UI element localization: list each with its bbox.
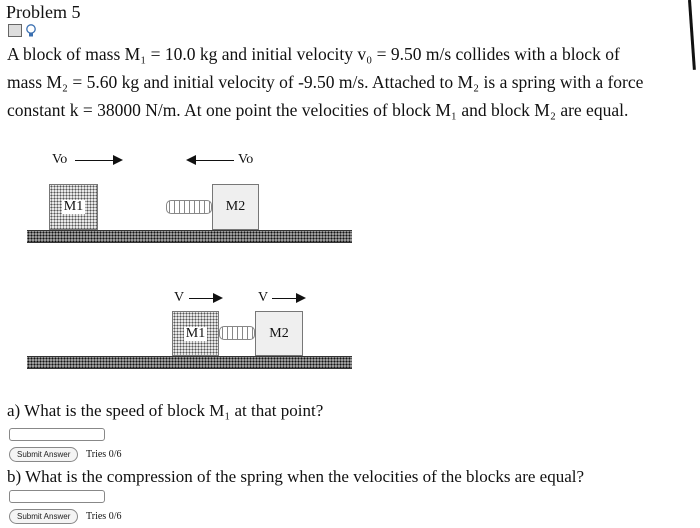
spring: [166, 200, 212, 214]
problem-statement: [7, 40, 697, 124]
block-m2: [255, 311, 303, 356]
answer-input-a[interactable]: [9, 428, 105, 441]
velocity-arrow-left: [196, 160, 234, 161]
answer-input-b[interactable]: [9, 490, 105, 503]
velocity-arrow-m1: [189, 298, 213, 299]
submit-answer-button-a[interactable]: Submit Answer: [9, 447, 78, 462]
block-m2-label: M2: [225, 199, 246, 214]
velocity-arrow-right: [75, 160, 113, 161]
block-m2: [212, 184, 259, 230]
velocity-label-left: Vo: [52, 152, 68, 167]
problem-line-3: constant k = 38000 N/m. At one point the velocities of block M₁ and block M₂ are equal.: [7, 100, 629, 120]
image-icon[interactable]: [8, 24, 22, 37]
velocity-arrow-m2: [272, 298, 296, 299]
problem-title: Problem 5: [6, 2, 81, 22]
lightbulb-icon[interactable]: [25, 24, 37, 38]
block-m2-label: M2: [269, 325, 289, 341]
question-a: a) What is the speed of block M₁ at that point?: [7, 401, 324, 420]
block-m1: [49, 184, 98, 230]
tries-counter-b: Tries 0/6: [86, 511, 122, 522]
problem-icons: [8, 24, 37, 38]
tries-counter-a: Tries 0/6: [86, 449, 122, 460]
velocity-label-m2: V: [258, 290, 269, 305]
block-m1: [172, 311, 219, 356]
ground-surface: [27, 356, 352, 369]
block-m1-label: M1: [185, 325, 206, 341]
velocity-label-right: Vo: [238, 152, 254, 167]
problem-line-1: A block of mass M₁ = 10.0 kg and initial velocity v₀ = 9.50 m/s collides with a block of: [7, 44, 620, 64]
problem-line-2: mass M₂ = 5.60 kg and initial velocity of -9.50 m/s. Attached to M₂ is a spring with a force: [7, 72, 644, 92]
block-m1-label: M1: [63, 199, 84, 214]
question-b: b) What is the compression of the spring when the velocities of the blocks are equal?: [7, 467, 585, 486]
spring-compressed: [219, 326, 255, 340]
ground-surface: [27, 230, 352, 243]
velocity-label-m1: V: [174, 290, 185, 305]
submit-answer-button-b[interactable]: Submit Answer: [9, 509, 78, 524]
